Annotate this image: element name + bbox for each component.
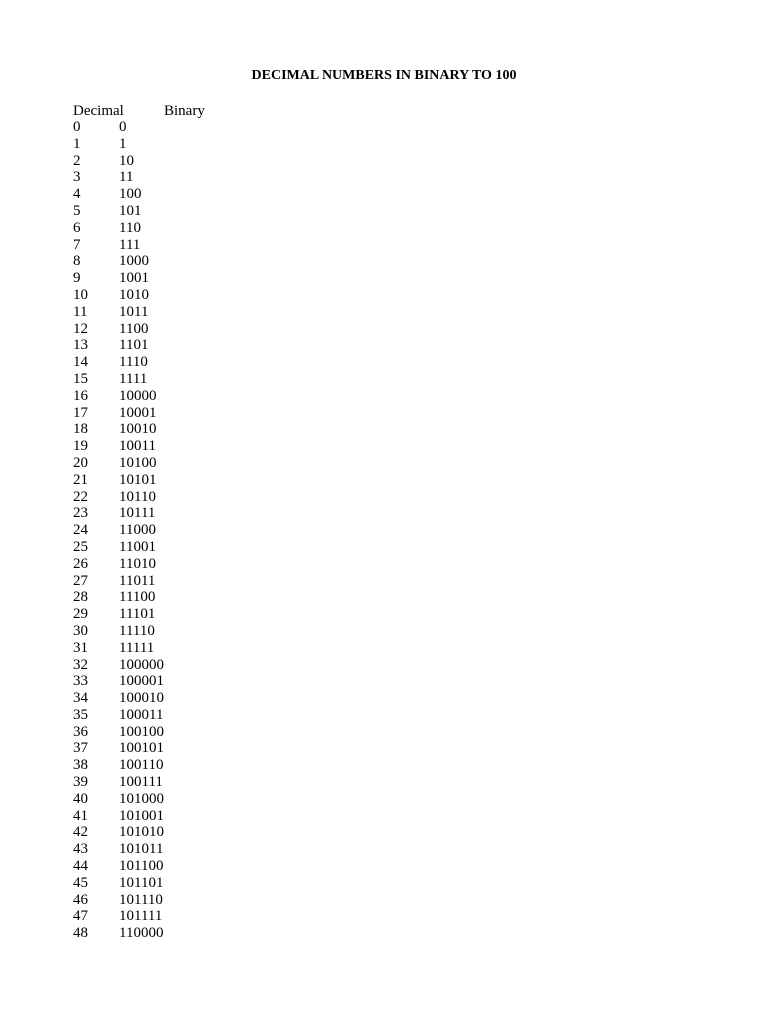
table-row [73,757,373,774]
decimal-value: 33 [73,673,88,690]
binary-value: 101 [119,202,142,219]
binary-value: 1011 [119,303,149,320]
decimal-value: 31 [73,639,88,656]
conversion-table [73,119,373,942]
binary-column-header: Binary [164,103,205,119]
decimal-value: 4 [73,186,81,203]
decimal-value: 25 [73,538,88,555]
decimal-value: 23 [73,505,88,522]
decimal-value: 7 [73,236,81,253]
table-row [73,740,373,757]
table-row [73,522,373,539]
table-row [73,892,373,909]
binary-value: 100000 [119,656,164,673]
binary-value: 100001 [119,673,164,690]
binary-value: 10101 [119,471,157,488]
document-title: DECIMAL NUMBERS IN BINARY TO 100 [251,68,517,83]
decimal-value: 43 [73,841,88,858]
binary-value: 11101 [119,606,156,623]
binary-value: 1110 [119,354,148,371]
binary-value: 110 [119,219,141,236]
table-row [73,858,373,875]
table-row [73,640,373,657]
decimal-column-header: Decimal [73,103,124,119]
binary-value: 11001 [119,538,156,555]
decimal-value: 29 [73,606,88,623]
binary-value: 10011 [119,438,156,455]
binary-value: 10010 [119,421,157,438]
decimal-value: 40 [73,790,88,807]
binary-value: 100011 [119,706,164,723]
decimal-value: 20 [73,454,88,471]
table-row [73,472,373,489]
binary-value: 1101 [119,337,149,354]
binary-value: 101100 [119,858,164,875]
table-row [73,841,373,858]
table-row [73,270,373,287]
decimal-value: 44 [73,858,88,875]
table-row [73,119,373,136]
binary-value: 10100 [119,454,157,471]
decimal-value: 19 [73,438,88,455]
decimal-value: 14 [73,354,88,371]
binary-value: 110000 [119,925,164,942]
binary-value: 11111 [119,639,155,656]
binary-value: 101110 [119,891,163,908]
decimal-value: 22 [73,488,88,505]
table-row [73,875,373,892]
table-row [73,455,373,472]
binary-value: 101000 [119,790,164,807]
table-row [73,169,373,186]
decimal-value: 2 [73,152,81,169]
table-row [73,405,373,422]
decimal-value: 35 [73,706,88,723]
binary-value: 111 [119,236,141,253]
decimal-value: 26 [73,555,88,572]
binary-value: 10000 [119,387,157,404]
decimal-value: 9 [73,270,81,287]
table-row [73,556,373,573]
decimal-value: 21 [73,471,88,488]
table-row [73,287,373,304]
decimal-value: 17 [73,404,88,421]
table-row [73,337,373,354]
binary-value: 101001 [119,807,164,824]
decimal-value: 5 [73,202,81,219]
table-row [73,925,373,942]
decimal-value: 28 [73,589,88,606]
table-row [73,354,373,371]
table-row [73,153,373,170]
binary-value: 10111 [119,505,156,522]
table-row [73,606,373,623]
decimal-value: 32 [73,656,88,673]
binary-value: 11011 [119,572,156,589]
table-row [73,321,373,338]
decimal-value: 10 [73,286,88,303]
binary-value: 1100 [119,320,149,337]
decimal-value: 16 [73,387,88,404]
decimal-value: 6 [73,219,81,236]
table-row [73,623,373,640]
binary-value: 10110 [119,488,156,505]
table-row [73,203,373,220]
decimal-value: 24 [73,522,88,539]
table-row [73,707,373,724]
table-row [73,657,373,674]
decimal-value: 39 [73,774,88,791]
table-row [73,438,373,455]
binary-value: 11110 [119,622,155,639]
decimal-value: 42 [73,824,88,841]
table-row [73,186,373,203]
table-row [73,539,373,556]
decimal-value: 12 [73,320,88,337]
table-row [73,253,373,270]
table-row [73,808,373,825]
decimal-value: 15 [73,370,88,387]
binary-value: 11000 [119,522,156,539]
decimal-value: 3 [73,169,81,186]
binary-value: 100 [119,186,142,203]
table-row [73,724,373,741]
binary-value: 10001 [119,404,157,421]
binary-value: 101101 [119,874,164,891]
table-row [73,505,373,522]
decimal-value: 38 [73,757,88,774]
decimal-value: 1 [73,135,81,152]
table-row [73,371,373,388]
table-row [73,388,373,405]
decimal-value: 27 [73,572,88,589]
binary-value: 11010 [119,555,156,572]
decimal-value: 45 [73,874,88,891]
decimal-value: 18 [73,421,88,438]
table-row [73,774,373,791]
decimal-value: 48 [73,925,88,942]
table-row [73,573,373,590]
decimal-value: 36 [73,723,88,740]
decimal-value: 47 [73,908,88,925]
table-row [73,824,373,841]
binary-value: 101111 [119,908,163,925]
binary-value: 1 [119,135,127,152]
binary-value: 1001 [119,270,149,287]
table-row [73,791,373,808]
binary-value: 1010 [119,286,149,303]
decimal-value: 30 [73,622,88,639]
decimal-value: 13 [73,337,88,354]
binary-value: 1111 [119,370,148,387]
binary-value: 100100 [119,723,164,740]
binary-value: 0 [119,119,127,135]
decimal-value: 11 [73,303,88,320]
binary-value: 11100 [119,589,156,606]
binary-value: 101011 [119,841,164,858]
table-row [73,489,373,506]
table-row [73,220,373,237]
table-row [73,589,373,606]
decimal-value: 8 [73,253,81,270]
table-row [73,136,373,153]
table-row [73,304,373,321]
binary-value: 100110 [119,757,164,774]
binary-value: 1000 [119,253,149,270]
binary-value: 100101 [119,740,164,757]
decimal-value: 34 [73,690,88,707]
decimal-value: 46 [73,891,88,908]
table-row [73,690,373,707]
decimal-value: 37 [73,740,88,757]
decimal-value: 0 [73,119,81,135]
table-row [73,673,373,690]
binary-value: 10 [119,152,134,169]
binary-value: 101010 [119,824,164,841]
decimal-value: 41 [73,807,88,824]
table-row [73,908,373,925]
binary-value: 100010 [119,690,164,707]
table-row [73,421,373,438]
binary-value: 100111 [119,774,163,791]
binary-value: 11 [119,169,134,186]
table-row [73,237,373,254]
